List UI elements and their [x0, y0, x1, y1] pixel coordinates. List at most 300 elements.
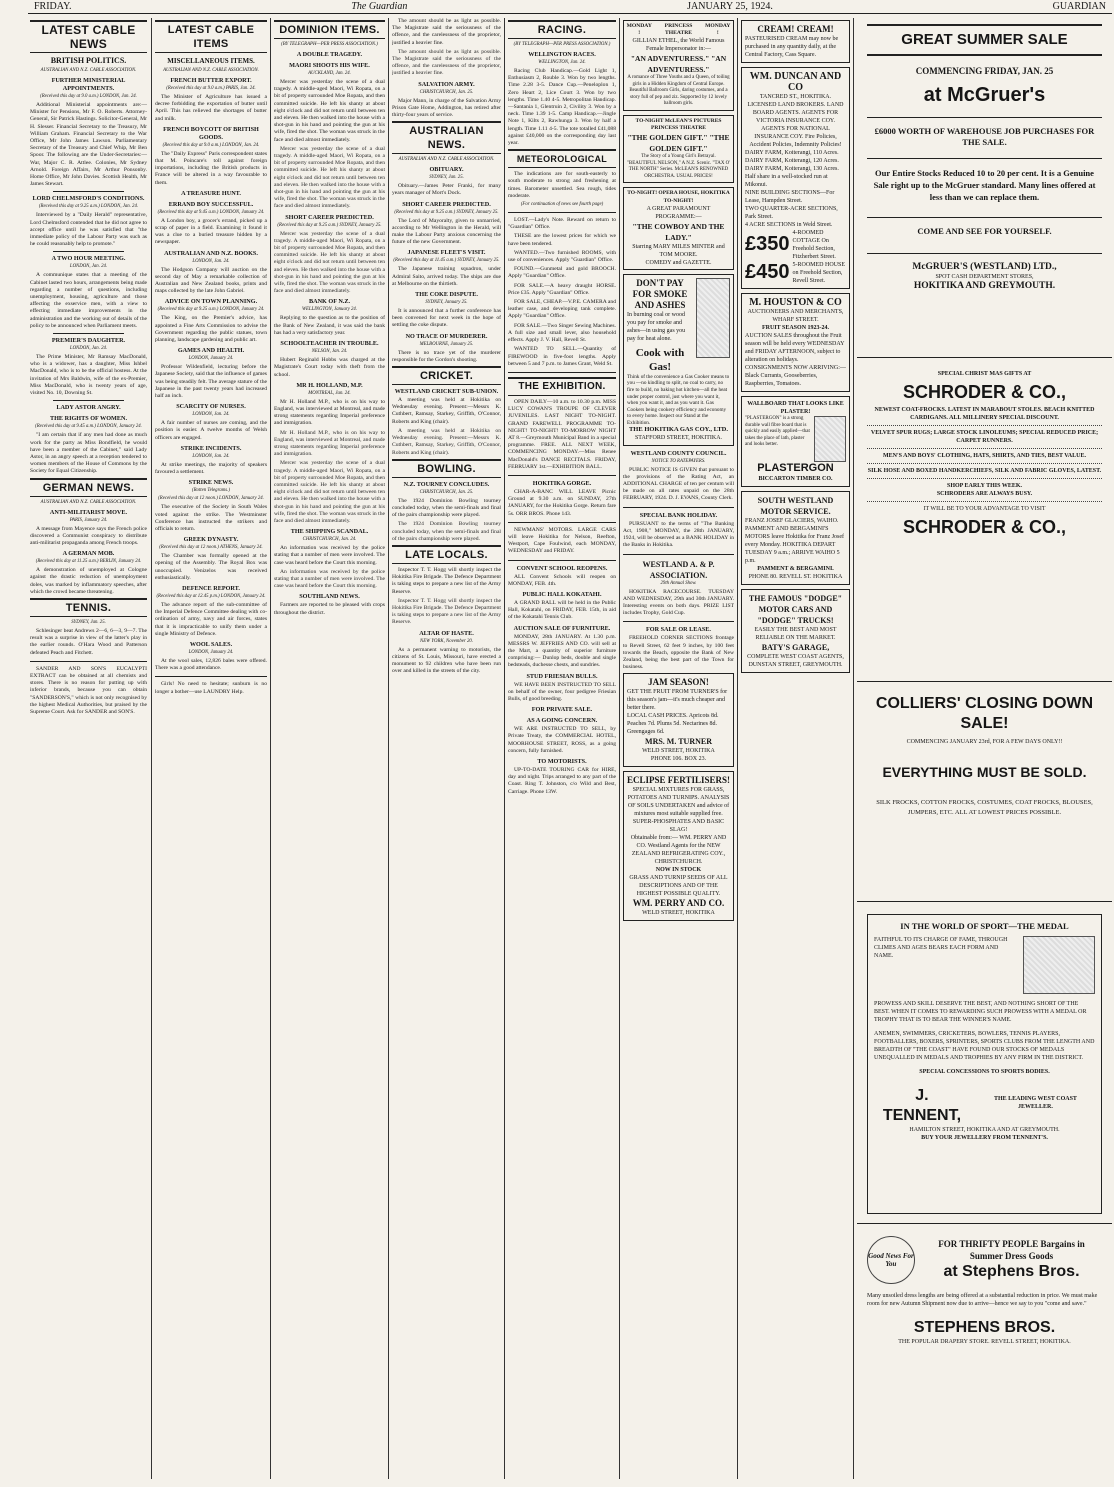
received-line: NEW YORK, November 20.	[420, 638, 473, 644]
section-heading: CRICKET.	[392, 366, 501, 385]
received-line: (Received this day at 9.0 a.m.) LONDON, Jan. 24.	[40, 94, 137, 99]
classified-ad: FOR SALE.—Two Singer Sewing Machines. A full size and small lever, also household effects. Apply J. V. Hall, Revell St.	[508, 322, 616, 344]
colliers-everything: EVERYTHING MUST BE SOLD.	[882, 764, 1087, 780]
sport-title: IN THE WORLD OF SPORT—THE MEDAL	[900, 921, 1069, 931]
fertiliser-text: SPECIAL MIXTURES FOR GRASS, POTATOES AND TURNIPS. ANALYSIS OF SOILS UNDERTAKEN and advice of mixtures most suitable supplied free. SUPER-PHOSPHATES AND BASIC SLAG!	[627, 787, 730, 834]
article-title: SHORT CAREER PREDICTED.	[285, 213, 374, 221]
houston-season: FRUIT SEASON 1923-24.	[761, 325, 830, 331]
received-line: LONDON, Jan. 24.	[192, 412, 230, 418]
dodge-ad	[741, 589, 850, 673]
house-text: 5-ROOMED HOUSE on Freehold Section, Revell Street.	[792, 262, 845, 284]
gas-ad-text: In burning coal or wood you pay for smoke and ashes—in using gas you pay for heat alone.	[627, 311, 686, 342]
advertisement-text: ALL Convent Schools will reopen on MONDAY, FEB. 4th.	[508, 573, 616, 587]
received-line: MONTREAL, Jan. 24.	[308, 390, 351, 396]
show-title: WESTLAND A. & P. ASSOCIATION.	[642, 559, 715, 580]
perry-name: WM. PERRY AND CO.	[632, 898, 725, 909]
received-line: (Received this day at 12.45 p.m.) LONDON, January 24.	[156, 593, 266, 599]
plaster-text: "PLASTERGON" is a strong durable wall fibre board that is quickly and easily applied—that takes the place of lath, plaster and looks better.	[745, 416, 810, 447]
article-body: The amount should be as light as possible. The Magistrate said the seriousness of the offence, and the carelessness of the proprietor, justified a heavier fine.	[392, 48, 501, 77]
advertisement-text: UP-TO-DATE TOURING CAR for HIRE, day and night. Trips arranged to any part of the Coast. Ring T. Johnston, c/o Wild and Best, Carriage. Phone 13W.	[508, 767, 616, 795]
received-line: CHRISTCHURCH, Jan. 24.	[302, 537, 357, 543]
article-body: The Prime Minister, Mr Ramsay MacDonald, who is a widower, has a daughter, Miss Ishbel MacDonald, who is to be the official hostess. At the invitation of Mrs Baldwin, wife of the ex-Premier, Miss MacDonald, who is twenty years of age, visited No. 10, Downing St.	[30, 354, 147, 397]
fertiliser-stock: NOW IN STOCK	[655, 867, 702, 874]
received-line: (Received this day at 9.25 a.m.) LONDON, Jan. 24.	[38, 204, 139, 210]
section-heading: RACING.	[508, 20, 616, 39]
received-line: LONDON, Jan. 24.	[69, 346, 108, 352]
column-rule	[619, 18, 620, 1479]
received-line: CHRISTCHURCH, Jan. 25.	[419, 89, 474, 95]
article-body: Obituary.—James Peter Franki, for many years manager of Mort's Dock.	[392, 183, 501, 197]
stephens-title: FOR THRIFTY PEOPLE Bargains in Summer Dress Goods	[938, 1239, 1085, 1261]
article-title: STUD FRIESIAN BULLS.	[526, 672, 598, 680]
article-title: LORD CHELMSFORD'S CONDITIONS.	[32, 195, 145, 203]
fertiliser-source: Obtainable from:— WM. PERRY AND CO. Westland Agents for the NEW ZEALAND REFRIGERATING COY., CHRISTCHURCH.	[630, 835, 727, 866]
article-body: It is announced that a further conference has been convened for next week in the hope of settling the coke dispute.	[392, 308, 501, 329]
film-description: The Story of a Young Girl's Betrayal. "BEAUTIFUL NELSON," A N.Z. Scenic. "TAX O' THE NORTH" Series. McLEAN'S RENOWNED ORCHESTRA. USUAL PRICES!	[626, 154, 731, 179]
column-entertainment-ads	[623, 18, 734, 1479]
article-body: Racing Club Handicap.—Gold Light 1, Enthusiasm 2, Rouble 3. Won by two lengths. Time 2.28 3-5. Dance Cup.—Peneloplon 1, Zero Heart 2, Lice Court 3. Won by two lengths. Time 1.40 4-5. Metropolitan Handicap.—Santania 1, Glentruin 2, Civility 3. Won by a neck. Time 1.39 1-5. Camp Handicap.—Jingle Note 1, Kilts 2, Rawhunga 3. Won by half a length. Time 1.11 4-5. The tote totalled £41,088 against £40,000 on the corresponding day last year.	[508, 68, 616, 147]
good-news-logo: Good News For You	[867, 1236, 915, 1284]
article-title: ALTAR OF HASTE.	[419, 629, 474, 637]
advertisement-text: WE HAVE BEEN INSTRUCTED TO SELL on behalf of the owner, four pedigree Friesian Bulls, of good breeding.	[508, 681, 616, 702]
article-body: Schlesinger beat Andrews 2—6, 6—3, 9—7. The result was a surprise in view of the latter's play in the earlier rounds. O'Hara Wood and Patterson defeated Peach and Fitchett.	[30, 627, 147, 656]
column-rule	[853, 18, 854, 1479]
theatre-day-right: MONDAY !	[705, 23, 731, 37]
received-line: NELSON, Jan. 24.	[311, 349, 348, 355]
sport-list: ANEMEN, SWIMMERS, CRICKETERS, BOWLERS, TENNIS PLAYERS, FOOTBALLERS, BOXERS, SPRINTERS, SPORTS CLUBS FROM THE LENGTH AND BREADTH OF "THE COAST" HAVE FOUND OUR STOCKS OF MEDALS UNEQUALLED IN MEDALS AND TROPHIES BY ANY FIRM IN THE DISTRICT.	[874, 1031, 1095, 1061]
article-body: The executive of the Society in South Wales voted against the strike. The Westminster Conference has instructed the strikers and officials to return.	[155, 504, 267, 532]
agency-line: AUSTRALIAN AND N.Z. CABLE ASSOCIATION.	[163, 68, 259, 73]
section-heading: TENNIS.	[30, 598, 147, 617]
article-title: A GERMAN MOB.	[62, 550, 115, 558]
article-body: At strike meetings, the majority of speakers favoured a settlement.	[155, 461, 267, 476]
opera-house-ad	[623, 187, 734, 269]
article-title: WOOL SALES.	[189, 640, 233, 648]
plastergon-illustration	[814, 416, 846, 462]
article-body: The Japanese training squadron, under Admiral Saito, arrived today. The ships are due at Melbourne on the thirtieth.	[392, 266, 501, 287]
article-subtitle: WELLINGTON RACES.	[528, 51, 596, 58]
article-body: The Hodgson Company will auction on the second day of May a remarkable collection of Australian and New Zealand books, prints and maps collected by the late John Gabriel.	[155, 266, 267, 295]
received-line: (Received this day at 9.25 a.m.) LONDON, January 24.	[157, 307, 265, 313]
article-body: The Minister of Agriculture has issued a decree forbidding the exportation of butter until April. This has relieved the shortages of butter and milk.	[155, 94, 267, 122]
schroder-name: SCHRODER & CO.,	[902, 382, 1066, 402]
article-body: Interviewed by a "Daily Herald" representative, Lord Chelmsford contended that he did not agree to accept office until he was satisfied that "the immediate policy of the Labour Party was such as he could reasonably help to promote."	[30, 212, 147, 248]
article-body: Mr H. Holland M.P., who is on his way to England, was interviewed at Montreal, and made strong statements regarding Imperial preference and immigration.	[274, 429, 385, 458]
masthead-date: JANUARY 25, 1924.	[687, 1, 773, 12]
agency-line: (Rotten Telegrams.)	[192, 488, 230, 494]
section-heading: THE EXHIBITION.	[508, 377, 616, 396]
section-heading: LATEST CABLE ITEMS	[155, 20, 267, 53]
cream-ad	[741, 20, 850, 63]
article-title: THE COKE DISPUTE.	[415, 291, 478, 299]
article-title: LADY ASTOR ANGRY.	[56, 404, 121, 412]
article-title: STRIKE NEWS.	[188, 479, 234, 487]
sport-poem: FAITHFUL TO ITS CHARGE OF FAME, THROUGH CLIMES AND AGES BEARS EACH FORM AND NAME.	[874, 937, 1008, 959]
cream-text: PASTEURISED CREAM may now be purchased in any quantity daily, at the Central Factory, Cass Square.	[745, 36, 839, 58]
article-title: PUBLIC HALL KOKATAHI.	[522, 590, 602, 598]
received-line: (Received this day at 9.45 a.m.) LONDON, January 24.	[157, 209, 265, 215]
article-body: The Chamber was formally opened at the opening of the Assembly. The Royal Box was unoccupied. Venizelos was received enthusiastically.	[155, 553, 267, 581]
dodge-text: EASILY THE BEST AND MOST RELIABLE ON THE MARKET.	[754, 627, 837, 641]
classified-ad: WANTED TO SELL.—Quantity of FIREWOOD in five-foot lengths. Apply between 5 and 7 p.m. to James Grant, Weld St.	[508, 346, 616, 367]
article-body: Mercer was yesterday the scene of a dual tragedy. A middle-aged Maori, Wi Ropata, on a bit of property surrounded Moe Ropata, and then committed suicide. He left his shanty at about eight o'clock and did not return until between ten and eleven. He then walked into the house with a shot-gun in his hand and pointing the gun at his wife, fired the shot. The woman was struck in the face and died almost immediately.	[274, 145, 385, 210]
article-title: OBITUARY.	[429, 166, 464, 174]
notice-subtitle: NOTICE TO RATEPAYERS.	[651, 458, 706, 464]
masthead	[28, 0, 1112, 14]
colliers-date: COMMENCING JANUARY 23rd, FOR A FEW DAYS ONLY!!	[906, 739, 1063, 745]
turner-jam-ad	[623, 673, 734, 767]
article-title: SOUTHLAND NEWS.	[299, 593, 360, 601]
motor-service-text: FRANZ JOSEF GLACIERS, WAIHO. PAMMENT AND BERGAMINI'S MOTORS leave Hokitika for Franz Josef every Monday. HOKITIKA DEPART TUESDAY 9 a.m.; ARRIVE WAIHO 5 p.m.	[745, 518, 845, 564]
article-title: FURTHER MINISTERIAL APPOINTMENTS.	[51, 77, 126, 92]
plastergon-ad	[741, 396, 850, 487]
south-westland-motor-ad	[741, 491, 850, 585]
schroder-always: SCHRODERS ARE ALWAYS BUSY.	[936, 491, 1033, 497]
duncan-quarter-acre: TWO QUARTER-ACRE SECTIONS, Park Street.	[745, 206, 838, 220]
article-body: A London boy, a grocer's errand, picked up a scrap of paper in a field. Examining it found it was a clue to a buried treasure hidden by a newspaper.	[155, 217, 267, 246]
agency-line: AUSTRALIAN AND N.Z. CABLE ASSOCIATION.	[398, 157, 495, 163]
article-title: FRENCH BOYCOTT OF BRITISH GOODS.	[163, 125, 259, 141]
received-line: MELBOURNE, January 25.	[419, 341, 474, 347]
dodge-address: COMPLETE WEST COAST AGENTS, DUNSTAN STREET, GREYMOUTH.	[747, 654, 844, 668]
show-subtitle: 29th Annual Show.	[660, 580, 697, 586]
classified-ad: LOST.—Lady's Note. Reward on return to "Guardian" Office.	[508, 217, 616, 231]
plaster-company: BICCARTON TIMBER CO.	[758, 476, 833, 482]
article-body: An information was received by the police stating that a number of men were involved. The case was heard before the Court this morning.	[274, 545, 385, 566]
article-title: FOR PRIVATE SALE.	[531, 706, 593, 714]
stephens-text: Many unsoiled dress lengths are being offered at a substantial reduction in price. We must make room for new Autumn Shipment now due to arrive—hence we say to you "come and save."	[867, 1293, 1098, 1307]
received-line: SYDNEY, Jan. 25.	[429, 175, 464, 181]
advertisement-text: CHAR-A-BANC WILL LEAVE Picnic Ground at 9.30 a.m. on SUNDAY, 27th JANUARY, for the Hokitika Gorge. Return fare 5s. ORR BROS. Phone 143.	[508, 488, 616, 517]
article-title: AUSTRALIAN AND N.Z. BOOKS.	[164, 249, 258, 257]
duncan-services: LICENSED LAND BROKERS. LAND BOARD AGENTS. AGENTS FOR VICTORIA INSURANCE COY. AGENTS FOR NATIONAL INSURANCE COY. Fire Policies, Accident Policies, Indemnity Policies!	[747, 102, 844, 148]
duncan-address: TANCRED ST., HOKITIKA.	[759, 94, 832, 100]
duncan-sections: NINE BUILDING SECTIONS—For Lease, Hampden Street.	[745, 190, 835, 204]
article-subtitle: THE RIGHTS OF WOMEN.	[49, 415, 127, 423]
medal-illustration	[1023, 936, 1095, 994]
article-title: BANK OF N.Z.	[308, 298, 351, 306]
section-heading: BOWLING.	[392, 459, 501, 478]
article-title: DEFENCE REPORT.	[182, 584, 240, 592]
film-title: "THE COWBOY AND THE LADY."	[632, 221, 725, 242]
article-body: Replying to the question as to the position of the Bank of New Zealand, it was said the bank has had a very satisfactory year.	[274, 315, 385, 336]
article-body: Professor Wildenfield, lecturing before the Japanese Society, said that the influence of games was being steadily felt. The average stature of the Japanese in the past twenty years had increased half an inch.	[155, 364, 267, 400]
article-body: Additional Ministerial appointments are:— Minister for Pensions, Mr F. O. Roberts. Attorney-General, Sir Patrick Hastings. Solicitor-General, Mr H. Slesser. Financial Secretary to the Treasury, Mr William Graham. Financial Secretary to the War Office, Mr John James Lawson. Parliamentary Secretary of the Treasury and Chief Whip, Mr Ben Spoor. The following are the Under-Secretaries:— War, Major C. R. Attlee. Colonies, Mr Sydney Arnold. Foreign Affairs, Mr Arthur Ponsonby. Home Office, Mr John Davies. Scottish Health, Mr James Stewart.	[30, 102, 147, 188]
dodge-title: THE FAMOUS "DODGE" MOTOR CARS AND "DODGE" TRUCKS!	[748, 594, 843, 625]
price-house: £450	[745, 261, 790, 284]
article-title: SCHOOLTEACHER IN TROUBLE.	[280, 340, 379, 348]
advertisement-text: MONDAY, 28th JANUARY. At 1.30 p.m. MESSRS W. JEFFRIES AND CO. will sell at the Mart, a quantity of superior furniture comprising:— Dunlop beds, double and single bedsteads, duchesse chests, and sundries.	[508, 633, 616, 669]
schroder-top: SPECIAL CHRIST MAS GIFTS AT	[937, 371, 1032, 377]
article-body: Mercer was yesterday the scene of a dual tragedy. A middle-aged Maori, Wi Ropata, on a bit of property surrounded Moe Ropata, and then committed suicide. He left his shanty at about eight o'clock and did not return until between ten and eleven. He then walked into the house with a shot-gun in his hand and pointing the gun at his wife, fired the shot. The woman was struck in the face and died almost immediately.	[274, 79, 385, 143]
received-line: LONDON, January 24.	[188, 356, 234, 362]
section-heading: LATEST CABLE NEWS	[30, 20, 147, 53]
article-subtitle: ERRAND BOY SUCCESSFUL.	[168, 200, 254, 208]
advertisement-text: Girls! No need to hesitate; sunburn is no longer a bother—use LAUNDRY Help.	[155, 681, 267, 695]
jam-title: JAM SEASON!	[648, 677, 709, 688]
article-title: ANTI-MILITARIST MOVE.	[49, 508, 128, 516]
agency-line: AUSTRALIAN AND N.Z. CABLE ASSOCIATION.	[40, 68, 137, 73]
advertisement-text: OPEN DAILY—10 a.m. to 10.30 p.m. MISS LUCY COWAN'S TROUPE OF CLEVER JUVENILES. LAST NIGHT TO-NIGHT. GRAND FAREWELL PROGRAMME TO-NIGHT! TO-NIGHT! TO-MORROW NIGHT AT 8.—Greymouth Municipal Band in a special programme. FREE. ALL NEXT WEEK, COMMENCING MONDAY.—Miss Renee MacDonald's DANCE RECITALS. FRIDAY, FEBRUARY 1st.—EXHIBITION BALL.	[508, 398, 616, 470]
turner-phone: PHONE 106. BOX 23.	[650, 756, 707, 763]
sport-special: SPECIAL CONCESSIONS TO SPORTS BODIES.	[919, 1069, 1050, 1075]
notice-body: FREEHOLD CORNER SECTIONS frontage to Revell Street, 62 feet 9 inches, by 100 feet towards the Beach, opposite the Bank of New Zealand, being the best part of the Town for business.	[623, 635, 734, 671]
sport-body: PROWESS AND SKILL DESERVE THE BEST, AND NOTHING SHORT OF THE BEST. WHEN IT COMES TO REWARDING SUCH PROWESS WITH A MEDAL OR TROPHY THAT IS TO BEAR THE WINNER'S NAME.	[874, 1001, 1087, 1023]
article-title: FRENCH BUTTER EXPORT.	[170, 77, 252, 84]
article-body: Mercer was yesterday the scene of a dual tragedy. A middle-aged Maori, Wi Ropata, on a bit of property surrounded Moe Ropata, and then committed suicide. He left his shanty at about eight o'clock and did not return until between ten and eleven. He then walked into the house with a shot-gun in his hand and pointing the gun at his wife, fired the shot. The woman was struck in the face and died almost immediately.	[274, 460, 385, 524]
masthead-day: FRIDAY.	[34, 1, 72, 12]
houston-subtitle: AUCTIONEERS AND MERCHANTS,	[747, 309, 844, 315]
article-title: MR H. HOLLAND, M.P.	[296, 381, 363, 389]
perry-address: WELD STREET, HOKITIKA	[642, 910, 715, 917]
duncan-ad	[741, 67, 850, 289]
film-description: A romance of Three Youths and a Queen, of toiling girls in a Hidden Kingdom of Central Europe. Beautiful Ballroom Girls, daring costumes, and a story full of pep and ziz. Supported by 12 lovely ballroom girls.	[627, 75, 730, 107]
mcgruer-towns: HOKITIKA AND GREYMOUTH.	[913, 281, 1056, 291]
houston-address: WHARF STREET.	[772, 317, 819, 323]
article-title: GAMES AND HEALTH.	[177, 347, 245, 355]
article-body: The 1924 Dominion Bowling tourney concluded today, when the semi-finals and final of the pairs championship were played.	[392, 521, 501, 542]
article-body: The King, on the Premier's advice, has appointed a Fine Arts Commission to advise the Government regarding the public statues, town planning, landscape gardening and public art.	[155, 315, 267, 344]
article-title: CONVENT SCHOOL REOPENS.	[516, 564, 608, 572]
article-title: HOKITIKA GORGE.	[532, 479, 592, 487]
received-line: WELLINGTON, Jan. 24.	[538, 60, 586, 65]
received-line: SYDNEY, January 25.	[425, 300, 468, 306]
received-line: LONDON, January 24.	[188, 649, 234, 655]
received-line: WELLINGTON, January 24.	[301, 307, 358, 313]
received-line: (Received this day at 12 noon.) ATHENS, January 24.	[159, 545, 263, 551]
mcgruer-company-sub: SPOT CASH DEPARTMENT STORES,	[935, 274, 1034, 280]
gas-ad-body: Think of the convenience a Gas Cooker means to you —no kindling to split, no coal to carry, no fire to build, no baking hot kitchen—all the heat under proper control, just where you want it, when you want it, and as you want it. Gas Cookers being cookery efficiency and economy to every home. Inspect our Stand at the Exhibition.	[627, 373, 730, 426]
article-body: Inspector T. T. Hogg will shortly inspect the Hokitika Fire Brigade. The Defence Department is taking steps to prepare a new list of the Army Reserve.	[392, 597, 501, 626]
houston-ad	[741, 293, 850, 392]
summer-sale-date: COMMENCING FRIDAY, JAN. 25	[915, 66, 1054, 76]
article-title: NO TRACE OF MURDERER.	[405, 332, 488, 340]
colliers-title: COLLIERS' CLOSING DOWN SALE!	[875, 695, 1094, 732]
turner-address: WELD STREET, HOKITIKA	[642, 748, 715, 755]
column-rule	[504, 18, 505, 1479]
received-line: (Received this day at 9.25 a.m.) SYDNEY, January 25.	[277, 222, 382, 228]
article-body: A demonstration of unemployed at Cologne against the drastic reduction of unemployment doles, was marked by inflammatory speeches, after which the crowd became threatening.	[30, 567, 147, 595]
received-line: LONDON, Jan. 24.	[69, 264, 108, 270]
article-body: Hubert Reginald Hobbs was charged at the Magistrate's Court today with theft from the school.	[274, 357, 385, 378]
article-body: A meeting was held at Hokitika on Wednesday evening. Present:—Messrs K. Cuthbert, Ramsay, Starkey, Griffith, O'Connor, Roberts and King (chair).	[392, 397, 501, 425]
mcgruer-company: McGRUER'S (WESTLAND) LTD.,	[867, 253, 1102, 273]
colliers-ad	[857, 688, 1112, 902]
article-title: SALVATION ARMY.	[418, 80, 475, 88]
received-line: LONDON, Jan. 24.	[192, 453, 230, 459]
summer-sale-title: GREAT SUMMER SALE	[867, 24, 1102, 56]
article-body: As a permanent warning to motorists, the citizens of St. Louis, Missouri, have erected a monument to 92 children who have been run over and killed in the streets of the city.	[392, 646, 501, 675]
received-line: (Received this day at 9.0 a.m.) PARIS, Jan. 24.	[166, 86, 256, 91]
program-extras: COMEDY and GAZETTE.	[645, 259, 712, 266]
dodge-agent: BATY'S GARAGE,	[761, 643, 830, 652]
article-title: GREEK DYNASTY.	[183, 536, 239, 544]
article-body: "I am certain that if any men had done as much work for the party as Miss Bondfield, he would have been a member of the Cabinet," said Lady Astor, in an angry speech at a reception tendered to women members of the House of Commons by the Society for Equal Citizenship.	[30, 432, 147, 475]
masthead-paper: The Guardian	[351, 1, 408, 12]
tennent-address: HAMILTON STREET, HOKITIKA AND AT GREYMOUTH.	[909, 1127, 1060, 1133]
received-line: LONDON, Jan. 24.	[192, 258, 230, 264]
plaster-brand: PLASTERGON	[757, 462, 834, 474]
film-title: "AN ADVENTURESS." "AN ADVENTURESS."	[630, 54, 727, 75]
princess-theatre-ad	[623, 20, 734, 111]
article-title: A TWO HOUR MEETING.	[51, 255, 126, 263]
classified-ad: FOUND.—Gunmetal and gold BROOCH. Apply "Guardian" Office.	[508, 266, 616, 280]
tennent-name: J. TENNENT,	[882, 1087, 962, 1124]
agency-line: (BY TELEGRAPH—PER PRESS ASSOCIATION.)	[281, 42, 378, 47]
advertisement-text: SANDER AND SON'S EUCALYPTI EXTRACT can be obtained at all chemists and stores. There is no reason for putting up with inferior brands, because you can obtain "SANDERSON'S," which is not only recognised by the highest Medical Authorities, but praised by the Supreme Court. Ask for SANDER and SON'S.	[30, 665, 147, 715]
jam-text: GET THE FRUIT FROM TURNER'S for this season's jam—it's much cheaper and better there.	[627, 689, 728, 712]
turner-name: MRS. M. TURNER	[645, 737, 712, 747]
agency-line: (BY TELEGRAPH—PER PRESS ASSOCIATION.)	[513, 42, 611, 47]
classified-ad: THESE are the lowest prices for which we have been tendered.	[508, 233, 616, 247]
article-title: SHORT CAREER PREDICTED.	[402, 200, 491, 208]
theatre-day-left: MONDAY !	[626, 23, 652, 37]
mcgruer-sale-ad	[857, 18, 1112, 358]
schroder-shop: SHOP EARLY THIS WEEK.	[946, 483, 1023, 489]
article-subtitle: WESTLAND CRICKET SUB-UNION.	[394, 388, 499, 396]
plaster-title: WALLBOARD THAT LOOKS LIKE PLASTER!	[747, 401, 844, 415]
stephens-ad	[857, 1230, 1112, 1479]
jam-prices: LOCAL CASH PRICES. Apricots 8d. Peaches 7d. Plums 5d. Nectarines 8d. Greengages 6d.	[627, 713, 719, 736]
article-body: A communique states that a meeting of the Cabinet lasted two hours, arrangements being made regarding a number of questions, including unemployment, housing, agriculture and those affecting the exservice men, with a view to effecting immediate improvements in the administration and the working out of details of the policy to be announced when Parliament meets.	[30, 272, 147, 329]
column-racing-classifieds	[508, 18, 616, 1479]
notice-title: FOR SALE OR LEASE.	[646, 626, 711, 634]
masthead-corner: GUARDIAN	[1052, 1, 1106, 12]
received-line: (Received this day at 9.45 a.m.) LONDON, January 24.	[35, 424, 142, 430]
schroder-lines-4: SILK HOSE AND BOXED HANDKERCHIEFS, SILK AND FABRIC GLOVES, LATEST.	[867, 468, 1102, 474]
houston-name: M. HOUSTON & CO	[749, 297, 842, 308]
classified-ad: FOR SALE.—A heavy draught HORSE. Price £35. Apply "Guardian" Office.	[508, 282, 616, 296]
article-body: A meeting was held at Hokitika on Wednesday evening. Present:—Messrs K. Cuthbert, Ramsay, Starkey, Griffith, O'Connor, Roberts and King (chair).	[392, 427, 501, 456]
article-body: The amount should be as light as possible. The Magistrate said the seriousness of the offence, and the carelessness of the proprietor, justified a heavier fine.	[392, 18, 501, 46]
tennent-buy: BUY YOUR JEWELLERY FROM TENNENT'S.	[921, 1135, 1048, 1141]
duncan-name: WM. DUNCAN AND CO	[749, 71, 842, 93]
article-title: SCARCITY OF NURSES.	[176, 403, 246, 411]
section-subheading: BRITISH POLITICS.	[50, 56, 127, 65]
article-title: PREMIER'S DAUGHTER.	[51, 337, 126, 345]
advertisement-text: A GRAND BALL will be held in the Public Hall, Kokatahi, on FRIDAY, FEB. 15th, in aid of the Kokatahi Tennis Club.	[508, 599, 616, 621]
agency-line: AUSTRALIAN AND N.Z. CABLE ASSOCIATION.	[40, 499, 137, 505]
theatre-header: TO-NIGHT McLEAN'S PICTURES PRINCESS THEATRE	[635, 117, 722, 132]
motor-service-names: PAMMENT & BERGAMINI.	[757, 566, 834, 572]
program-note: A GREAT PARAMOUNT PROGRAMME:—	[646, 205, 711, 220]
theatre-intro: GILLIAN ETHEL, the World Famous Female Impersonator in:—	[632, 38, 725, 53]
notice-title: WESTLAND COUNTY COUNCIL.	[630, 449, 727, 457]
article-title: JAPANESE FLEET'S VISIT.	[407, 249, 486, 257]
gas-company-name: THE HOKITIKA GAS COY., LTD.	[628, 426, 729, 434]
summer-sale-come: COME AND SEE FOR YOURSELF.	[867, 217, 1102, 237]
fertiliser-seeds: GRASS AND TURNIP SEEDS OF ALL DESCRIPTIONS AND OF THE HIGHEST POSSIBLE QUALITY.	[629, 875, 728, 898]
received-line: AUCKLAND, Jan. 24.	[308, 71, 351, 76]
received-line: (Received this day at 9.0 a.m.) LONDON, Jan. 24.	[162, 142, 260, 148]
advertisement-text: WE ARE INSTRUCTED TO SELL, by Private Treaty, the COMMERCIAL HOTEL, MOORHOUSE STREET, ROSS, as a going concern, fully furnished.	[508, 726, 616, 754]
article-body: At the wool sales, 12,826 bales were offered. There was a good attendance.	[155, 657, 267, 672]
fertiliser-title: ECLIPSE FERTILISERS!	[627, 775, 730, 786]
article-title: THE SHIPPING SCANDAL.	[290, 528, 369, 536]
notice-body: PURSUANT to the terms of "The Banking Act, 1908," MONDAY, the 28th JANUARY, 1924, will be observed as a BANK HOLIDAY in the Banks in Hokitika.	[623, 520, 734, 549]
summer-sale-worth: £6000 WORTH OF WAREHOUSE JOB PURCHASES FOR THE SALE.	[867, 117, 1102, 148]
theatre-name: PRINCESS THEATRE	[664, 23, 693, 37]
duncan-farms: DAIRY FARM, Koiterangi, 110 Acres. DAIRY FARM, Koiterangi, 120 Acres. DAIRY FARM, Koiterangi, 130 Acres. Half share in a well-stocked run at Mikonui.	[745, 150, 839, 188]
received-line: (Received this day at 11.45 a.m.) SYDNEY, January 25.	[393, 258, 500, 264]
stephens-at: at Stephens Bros.	[943, 1263, 1080, 1280]
article-subtitle: AS A GOING CONCERN.	[526, 717, 598, 725]
show-body: HOKITIKA RACECOURSE. TUESDAY AND WEDNESDAY, 29th and 30th JANUARY. Interesting events on both days. PRIZE LIST includes Trophy, Gold Cup.	[623, 588, 734, 617]
advertisement-text: NEWMANS' MOTORS. LARGE CARS will leave Hokitika for Nelson, Reefton, Westport, Cape Foulwind, each MONDAY, WEDNESDAY and FRIDAY.	[508, 526, 616, 555]
column-rule	[270, 18, 271, 1479]
section-heading: LATE LOCALS.	[392, 545, 501, 564]
schroder-ad	[857, 364, 1112, 682]
schroder-advantage: IT WILL BE TO YOUR ADVANTAGE TO VISIT	[923, 506, 1046, 512]
column-business-ads	[741, 18, 850, 1479]
article-title: AUCTION SALE OF FURNITURE.	[513, 624, 611, 632]
classified-ad: FOR SALE, CHEAP.—V.P.E. CAMERA and leather case, and developing tank complete. Apply "Guardian" Office.	[508, 299, 616, 320]
column-dominion-items	[274, 18, 385, 1479]
right-ad-column	[857, 18, 1112, 1479]
tennent-subtitle: THE LEADING WEST COAST JEWELLER.	[993, 1096, 1077, 1110]
article-subtitle: N.Z. TOURNEY CONCLUDES.	[403, 480, 490, 488]
column-latest-cable-items	[155, 18, 267, 1479]
fertiliser-ad	[623, 771, 734, 921]
received-line: (Received this day at 12 noon.) LONDON, January 24.	[158, 496, 264, 502]
received-line: (Received this day at 9.25 a.m.) SYDNEY, January 25.	[394, 209, 499, 215]
notice-title: SPECIAL BANK HOLIDAY.	[639, 511, 718, 519]
received-line: SYDNEY, Jan. 25.	[71, 619, 106, 625]
article-title: STRIKE INCIDENTS.	[180, 444, 242, 452]
article-body: The "Daily Express" Paris correspondent states that M. Poincare's toll against foreign importations, including the British products in France will be altered in a way favourable to them.	[155, 150, 267, 186]
article-title: ADVICE ON TOWN PLANNING.	[164, 298, 258, 306]
mclean-pictures-ad	[623, 115, 734, 183]
article-body: Inspector T. T. Hogg will shortly inspect the Hokitika Fire Brigade. The Defence Department is taking steps to prepare a new list of the Army Reserve.	[392, 566, 501, 595]
section-heading: METEOROLOGICAL	[508, 149, 616, 168]
tennent-medal-ad	[857, 908, 1112, 1224]
schroder-lines-2: VELVET SPUR RUGS; LARGE STOCK LINOLEUMS; SPECIAL REDUCED PRICE; CARPET RUNNERS.	[870, 430, 1099, 444]
article-body: Farmers are reported to be pleased with crops throughout the district.	[274, 602, 385, 616]
section-heading: GERMAN NEWS.	[30, 478, 147, 497]
section-heading: AUSTRALIAN NEWS.	[392, 121, 501, 154]
column-latest-cable-news	[30, 18, 147, 1479]
summer-sale-at: at McGruer's	[923, 84, 1046, 106]
cream-title: CREAM! CREAM!	[757, 24, 834, 34]
schroder-name-2: SCHRODER & CO.,	[902, 517, 1066, 537]
stephens-name: STEPHENS BROS.	[913, 1319, 1056, 1336]
houston-text: AUCTION SALES throughout the Fruit season will be held every WEDNESDAY and FRIDAY AFTERNOON, subject to alteration on holidays. CONSIGNMENTS NOW ARRIVING:— Black Currants, Gooseberries, Raspberries, Tomatoes.	[745, 333, 846, 387]
film-stars: Starring MARY MILES MINTER and TOM MOORE.	[632, 243, 725, 258]
cottage-text: 4-ROOMED COTTAGE On Freehold Section, Fitzherbert Street.	[792, 230, 836, 260]
article-body: The advance report of the sub-committee of the Imperial Defence Committee dealing with co-ordination of army, navy and air forces, states that it is impracticable to unify them under a single Ministry of Defence.	[155, 601, 267, 637]
woman-illustration	[696, 278, 730, 358]
section-heading: DOMINION ITEMS.	[274, 20, 385, 39]
classified-ad: WANTED.—Two furnished ROOMS, with use of conveniences. Apply "Guardian" Office.	[508, 249, 616, 264]
article-body: Mercer was yesterday the scene of a dual tragedy. A middle-aged Maori, Wi Ropata, on a bit of property surrounded Moe Ropata, and then committed suicide. He left his shanty at about eight o'clock and did not return until between ten and eleven. He then walked into the house with a shot-gun in his hand and pointing the gun at his wife, fired the shot. The woman was struck in the face and died almost immediately.	[274, 230, 385, 295]
article-body: The 1924 Dominion Bowling tourney concluded today, when the semi-finals and final of the pairs championship were played.	[392, 497, 501, 519]
gas-company-ad	[623, 274, 734, 446]
article-body: Mr H. Holland M.P., who is on his way to England, was interviewed at Montreal, and made strong statements regarding Imperial preference and immigration.	[274, 398, 385, 427]
price-cottage: £350	[745, 233, 790, 256]
continuation-note: (For continuation of news see fourth page)	[520, 202, 604, 208]
received-line: PARIS, January 24.	[69, 517, 108, 523]
film-title: "THE GOLDEN GIFT." "THE GOLDEN GIFT."	[627, 133, 730, 154]
column-rule	[737, 18, 738, 1479]
article-subtitle: MAORI SHOOTS HIS WIFE.	[289, 62, 370, 69]
duncan-four-acre: 4 ACRE SECTIONS in Weld Street.	[745, 222, 833, 228]
article-title: TO MOTORISTS.	[537, 758, 587, 766]
received-line: (Received this day at 11.25 a.m.) BERLIN, January 24.	[35, 559, 142, 565]
summer-sale-body: Our Entire Stocks Reduced 10 to 20 per cent. It is a Genuine Sale right up to the McGruer standard. Many lines offered at less than we can replace them.	[867, 158, 1102, 203]
stephens-address: THE POPULAR DRAPERY STORE. REVELL STREET, HOKITIKA.	[898, 1339, 1071, 1345]
section-subheading: MISCELLANEOUS ITEMS.	[167, 57, 255, 65]
article-body: The indications are for south-easterly to south moderate to strong and freshening at times. Barometer unsettled. Sea rough, tides moderate.	[508, 171, 616, 199]
